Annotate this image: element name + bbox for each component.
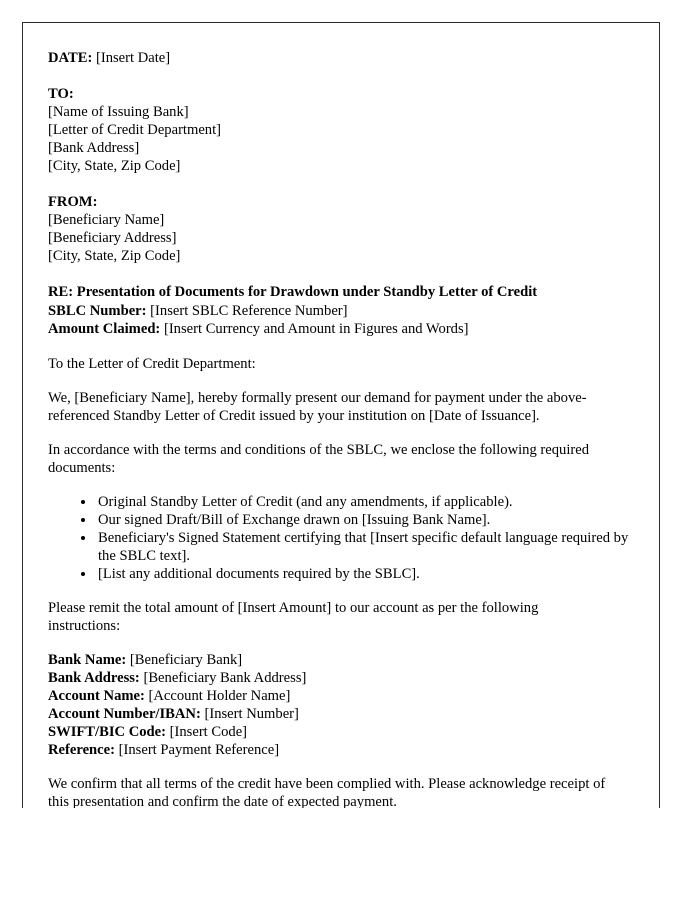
to-block: [48, 85, 635, 175]
date-label: DATE:: [48, 50, 93, 66]
to-line-4: [City, State, Zip Code]: [48, 158, 181, 174]
bank-address-line: [48, 669, 635, 687]
swift-code-label: SWIFT/BIC Code:: [48, 723, 166, 740]
sblc-number-line: [48, 302, 635, 321]
account-name-line: [48, 687, 635, 705]
spacer: [48, 759, 635, 775]
spacer: [48, 373, 635, 389]
bank-name-line: [48, 651, 635, 669]
required-documents-list: [48, 493, 635, 583]
paragraph-remittance: Please remit the total amount of [Insert Amount] to our account as per the following instructions:: [48, 599, 539, 634]
spacer: [48, 425, 635, 441]
from-block: [48, 193, 635, 265]
paragraph-demand: We, [Beneficiary Name], hereby formally present our demand for payment under the above-referenced Standby Letter of Credit issued by your institution on [Date of Issuance].: [48, 389, 587, 424]
document-body: [23, 23, 659, 808]
spacer: [48, 265, 635, 283]
account-name-value: [Account Holder Name]: [148, 687, 291, 704]
account-number-label: Account Number/IBAN:: [48, 705, 201, 722]
list-item: • Beneficiary's Signed Statement certifying that [Insert specific default language required by the SBLC text].: [96, 529, 635, 565]
to-line-3: [Bank Address]: [48, 140, 140, 156]
account-number-value: [Insert Number]: [204, 705, 299, 722]
spacer: [48, 635, 635, 651]
paragraph-enclosures-intro: In accordance with the terms and conditions of the SBLC, we enclose the following required documents:: [48, 441, 590, 476]
list-item: • Our signed Draft/Bill of Exchange drawn on [Issuing Bank Name].: [96, 511, 635, 529]
reference-line: [48, 741, 635, 759]
from-line-2: [Beneficiary Address]: [48, 230, 177, 246]
from-line-3: [City, State, Zip Code]: [48, 248, 181, 264]
date-value: [Insert Date]: [95, 50, 171, 66]
bank-name-value: [Beneficiary Bank]: [129, 651, 243, 668]
paragraph-confirmation: We confirm that all terms of the credit have been complied with. Please acknowledge receipt of this presentation and confirm the date of expected payment.: [48, 775, 606, 808]
spacer: [48, 477, 635, 493]
date-line: [48, 49, 635, 67]
spacer: [48, 175, 635, 193]
bank-name-label: Bank Name:: [48, 651, 127, 668]
from-line-1: [Beneficiary Name]: [48, 212, 165, 228]
document-page: [22, 22, 660, 808]
list-item: • [List any additional documents required by the SBLC].: [96, 565, 635, 583]
swift-code-value: [Insert Code]: [169, 723, 248, 740]
re-line: RE: Presentation of Documents for Drawdown under Standby Letter of Credit: [48, 284, 538, 300]
list-item: • Original Standby Letter of Credit (and any amendments, if applicable).: [96, 493, 635, 511]
to-line-1: [Name of Issuing Bank]: [48, 104, 189, 120]
salutation: To the Letter of Credit Department:: [48, 355, 256, 372]
amount-claimed-label: Amount Claimed:: [48, 321, 161, 337]
to-label: TO:: [48, 86, 74, 102]
spacer: [48, 339, 635, 355]
reference-label: Reference:: [48, 741, 115, 758]
from-label: FROM:: [48, 194, 98, 210]
swift-code-line: [48, 723, 635, 741]
reference-value: [Insert Payment Reference]: [118, 741, 280, 758]
bank-address-label: Bank Address:: [48, 669, 140, 686]
amount-claimed-line: [48, 320, 635, 339]
payment-details-block: [48, 651, 635, 759]
amount-claimed-value: [Insert Currency and Amount in Figures and Words]: [163, 321, 469, 337]
bank-address-value: [Beneficiary Bank Address]: [143, 669, 307, 686]
account-name-label: Account Name:: [48, 687, 145, 704]
account-number-line: [48, 705, 635, 723]
subject-block: [48, 283, 635, 339]
to-line-2: [Letter of Credit Department]: [48, 122, 222, 138]
sblc-number-label: SBLC Number:: [48, 302, 147, 319]
sblc-number-value: [Insert SBLC Reference Number]: [150, 302, 348, 319]
spacer: [48, 583, 635, 599]
spacer: [48, 67, 635, 85]
